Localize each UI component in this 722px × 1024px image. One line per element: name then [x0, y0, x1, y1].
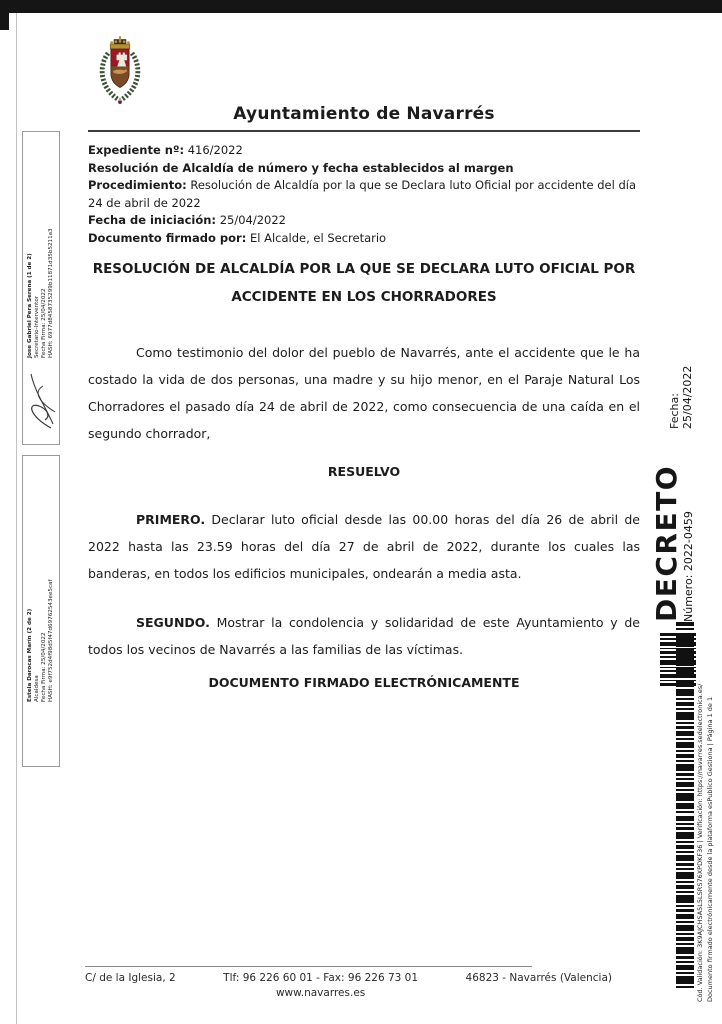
decreto-date: Fecha: 25/04/2022	[668, 365, 694, 429]
meta-label: Expediente nº:	[88, 143, 185, 157]
resuelvo-heading: RESUELVO	[327, 464, 401, 479]
meta-value: 416/2022	[187, 143, 243, 157]
meta-value: El Alcalde, el Secretario	[249, 230, 387, 245]
meta-line-expediente	[88, 142, 644, 160]
decreto-number: Número: 2022-0459	[682, 511, 695, 622]
validation-line-1: Cód. Validación: 3K9AJCHSA5L5LSRS76XPDKF36 | Verificación: https://navarres.sedelectronica.es/	[696, 683, 704, 1002]
meta-value: Resolución de Alcaldía por la que se Declara luto Oficial por accidente del día 24 de abril de 2022	[88, 178, 637, 210]
body-paragraph-1: Como testimonio del dolor del pueblo de Navarrés, ante el accidente que le ha costado la vida de dos personas, una madre y su hijo menor, en el Paraje Natural Los Chorradores el pasado día 24 de abril de 2022, como consecuencia de una caída en el segundo chorrador,	[88, 345, 640, 441]
footer-website: www.navarres.es	[275, 987, 366, 999]
meta-line-procedimiento	[88, 177, 644, 212]
footer-phone: Tlf: 96 226 60 01 - Fax: 96 226 73 01	[223, 972, 419, 984]
meta-label: Documento firmado por:	[88, 230, 247, 245]
meta-line-margin-note	[88, 160, 644, 178]
signer-name: Estela Darocas Marín (2 de 2)	[27, 608, 33, 702]
footer	[85, 971, 612, 1001]
footer-location: 46823 - Navarrés (Valencia)	[465, 972, 612, 984]
handwritten-signature-icon	[25, 366, 57, 436]
decreto-title-block	[652, 465, 696, 622]
signer-details	[27, 580, 55, 702]
validation-text-strip	[696, 640, 718, 1002]
signer-date: Fecha Firma: 25/04/2022	[41, 288, 47, 358]
signature-strip	[24, 456, 58, 764]
signer-role: Alcaldesa	[34, 675, 40, 702]
footer-contact	[223, 971, 418, 1001]
header-divider	[88, 130, 640, 132]
meta-label: Resolución de Alcaldía de número y fecha establecidos al margen	[88, 160, 514, 175]
signer-details	[27, 228, 55, 358]
decreto-word: DECRETO	[650, 464, 683, 622]
signer-hash: HASH: e9f752d4f98d5f47d69762543ee5caf	[48, 579, 54, 702]
coat-of-arms-icon	[95, 35, 145, 105]
primero-text: Declarar luto oficial desde las 00.00 horas del día 26 de abril de 2022 hasta las 23.59 horas del día 27 de abril de 2022, durante los cuales las banderas, en todos los edificios municipales, ondearán a media asta.	[88, 512, 640, 581]
signer-role: Secretario-Interventor	[34, 295, 40, 358]
resolution-title: RESOLUCIÓN DE ALCALDÍA POR LA QUE SE DECLARA LUTO OFICIAL POR ACCIDENTE EN LOS CHORRADORES	[92, 261, 636, 305]
meta-label: Procedimiento:	[88, 178, 187, 192]
primero-label: PRIMERO.	[136, 512, 206, 527]
scan-edge-top	[0, 0, 722, 13]
case-info-block	[88, 142, 644, 247]
scan-edge-corner	[0, 0, 9, 30]
organization-title: Ayuntamiento de Navarrés	[233, 104, 495, 124]
meta-line-fecha-iniciacion	[88, 212, 644, 230]
scan-edge-left	[16, 13, 17, 1024]
segundo-label: SEGUNDO.	[136, 615, 210, 630]
signature-box-secretario	[22, 131, 60, 445]
segundo-text: Mostrar la condolencia y solidaridad de este Ayuntamiento y de todos los vecinos de Navarrés a las familias de las víctimas.	[88, 615, 640, 657]
meta-label: Fecha de iniciación:	[88, 213, 217, 227]
signature-strip	[24, 132, 58, 442]
electronic-signature-notice: DOCUMENTO FIRMADO ELECTRÓNICAMENTE	[208, 675, 520, 690]
meta-value: 25/04/2022	[219, 213, 286, 227]
footer-divider	[85, 966, 532, 967]
meta-line-firmado-por	[88, 230, 644, 248]
signer-date: Fecha Firma: 25/04/2022	[41, 632, 47, 702]
signer-name: Jose Gabriel Pera Serena (1 de 2)	[27, 253, 33, 358]
signature-box-alcaldesa	[22, 455, 60, 767]
footer-address: C/ de la Iglesia, 2	[85, 972, 176, 984]
validation-barcode-icon	[676, 622, 694, 992]
body-paragraph-segundo	[88, 609, 640, 663]
body-paragraph-primero	[88, 506, 640, 587]
signer-hash: HASH: 6977d8458735299b11871d35b5211a3	[48, 228, 54, 358]
validation-line-2: Documento firmado electrónicamente desde la plataforma esPublico Gestiona | Página 1 de 1	[705, 696, 714, 1002]
